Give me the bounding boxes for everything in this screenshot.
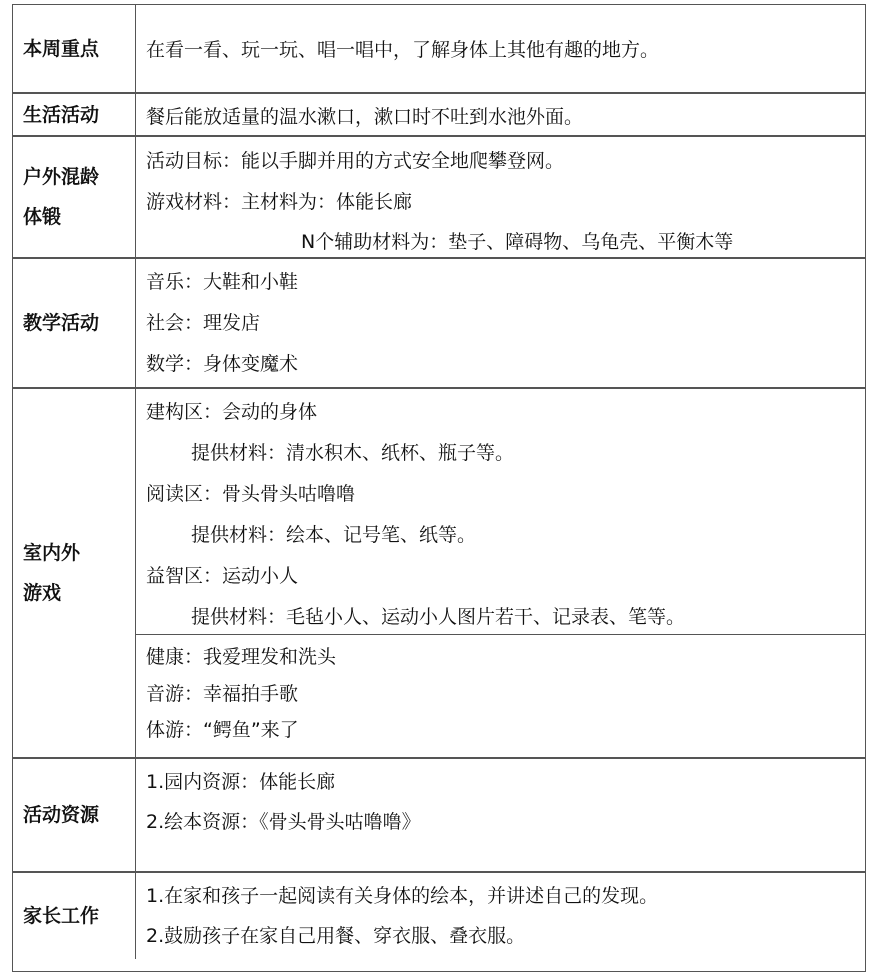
text-line: 音游：幸福拍手歌 [146, 683, 299, 705]
content-indoor-outdoor-games [136, 389, 865, 757]
text-line: 建构区：会动的身体 [146, 401, 318, 423]
text-line: 活动目标：能以手脚并用的方式安全地爬攀登网。 [146, 150, 565, 172]
text-line: 提供材料：毛毡小人、运动小人图片若干、记录表、笔等。 [191, 606, 686, 628]
row-activity-resources [12, 758, 866, 872]
inner-divider [136, 634, 865, 635]
label-outdoor-exercise [13, 137, 136, 257]
label-life-activity: 生活活动 [13, 94, 136, 135]
text-line: 提供材料：清水积木、纸杯、瓶子等。 [191, 442, 515, 464]
label-line: 游戏 [23, 582, 62, 604]
text-line: 社会：理发店 [146, 312, 261, 334]
text-line: 2.绘本资源：《骨头骨头咕噜噜》 [146, 811, 421, 833]
text-line: 音乐：大鞋和小鞋 [146, 271, 299, 293]
text-line: 1.园内资源：体能长廊 [146, 771, 336, 793]
text-line: 阅读区：骨头骨头咕噜噜 [146, 483, 356, 505]
content-teaching-activity [136, 259, 865, 387]
row-weekly-focus [12, 4, 866, 93]
text-line: 在看一看、玩一玩、唱一唱中，了解身体上其他有趣的地方。 [146, 39, 660, 61]
text-line: 2.鼓励孩子在家自己用餐、穿衣服、叠衣服。 [146, 925, 526, 947]
content-activity-resources [136, 759, 865, 871]
text-line: 游戏材料：主材料为：体能长廊 [146, 191, 413, 213]
row-teaching-activity [12, 258, 866, 388]
text-line: 益智区：运动小人 [146, 565, 299, 587]
text-line: 餐后能放适量的温水漱口，漱口时不吐到水池外面。 [146, 106, 584, 128]
content-life-activity [136, 94, 865, 135]
text-line: 数学：身体变魔术 [146, 353, 299, 375]
content-parent-work [136, 873, 865, 971]
label-line: 室内外 [23, 542, 81, 564]
label-parent-work: 家长工作 [13, 873, 136, 959]
text-line: 提供材料：绘本、记号笔、纸等。 [191, 524, 477, 546]
label-line: 体锻 [23, 206, 62, 228]
text-line: 体游：“鳄鱼”来了 [146, 719, 299, 741]
label-teaching-activity: 教学活动 [13, 259, 136, 387]
content-outdoor-exercise [136, 137, 865, 257]
content-weekly-focus [136, 5, 865, 92]
row-indoor-outdoor-games [12, 388, 866, 758]
row-parent-work [12, 872, 866, 972]
text-line: 1.在家和孩子一起阅读有关身体的绘本，并讲述自己的发现。 [146, 885, 659, 907]
label-indoor-outdoor-games [13, 389, 136, 757]
row-outdoor-exercise [12, 136, 866, 258]
row-life-activity [12, 93, 866, 136]
label-weekly-focus: 本周重点 [13, 5, 136, 92]
label-line: 户外混龄 [23, 166, 100, 188]
text-line: 健康：我爱理发和洗头 [146, 646, 337, 668]
label-activity-resources: 活动资源 [13, 759, 136, 871]
text-line: N个辅助材料为：垫子、障碍物、乌龟壳、平衡木等 [301, 231, 734, 253]
